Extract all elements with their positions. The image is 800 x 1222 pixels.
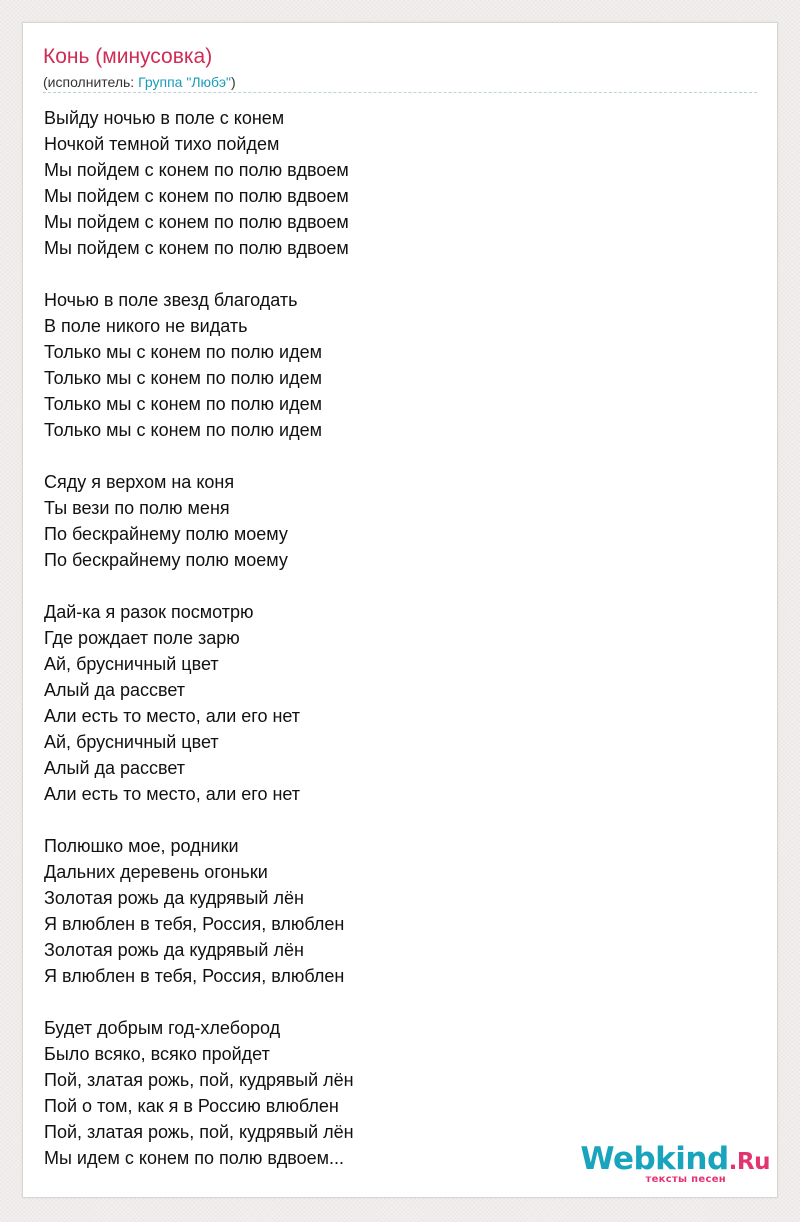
lyric-line: Али есть то место, али его нет (44, 784, 301, 804)
lyric-line: Пой, златая рожь, пой, кудрявый лён (44, 1070, 354, 1090)
lyric-line: Выйду ночью в поле с конем (44, 108, 285, 128)
song-title: Конь (минусовка) (43, 45, 213, 68)
lyric-line: Золотая рожь да кудрявый лён (44, 888, 304, 908)
lyric-line: Мы пойдем с конем по полю вдвоем (44, 238, 349, 258)
stanza-gap (44, 261, 744, 287)
lyric-line: В поле никого не видать (44, 316, 248, 336)
lyric-line: Только мы с конем по полю идем (44, 420, 322, 440)
lyric-line: Только мы с конем по полю идем (44, 368, 322, 388)
lyric-line: Где рождает поле зарю (44, 628, 240, 648)
lyric-line: Полюшко мое, родники (44, 836, 239, 856)
lyric-line: Дальних деревень огоньки (44, 862, 268, 882)
logo-name: Webkind (580, 1141, 729, 1177)
lyric-line: Я влюблен в тебя, Россия, влюблен (44, 966, 345, 986)
performer-suffix: ) (231, 74, 236, 90)
lyric-line: Ночью в поле звезд благодать (44, 290, 298, 310)
lyric-line: Золотая рожь да кудрявый лён (44, 940, 304, 960)
stanza-gap (44, 443, 744, 469)
performer-prefix: (исполнитель: (43, 74, 139, 90)
stanza-gap (44, 807, 744, 833)
lyric-line: Ай, брусничный цвет (44, 732, 219, 752)
logo-tagline: тексты песен (645, 1174, 726, 1185)
lyric-line: Мы пойдем с конем по полю вдвоем (44, 212, 349, 232)
lyric-line: Мы идем с конем по полю вдвоем... (44, 1148, 345, 1168)
stanza-gap (44, 573, 744, 599)
lyrics-text (44, 105, 744, 1171)
lyric-line: Я влюблен в тебя, Россия, влюблен (44, 914, 345, 934)
lyric-line: Пой, златая рожь, пой, кудрявый лён (44, 1122, 354, 1142)
logo-tld: .Ru (728, 1149, 770, 1175)
lyric-line: Будет добрым год-хлебород (44, 1018, 281, 1038)
lyric-line: Мы пойдем с конем по полю вдвоем (44, 160, 349, 180)
lyric-line: Только мы с конем по полю идем (44, 394, 322, 414)
stanza-gap (44, 989, 744, 1015)
lyric-line: Алый да рассвет (44, 758, 186, 778)
webkind-logo[interactable] (570, 1140, 770, 1192)
lyrics-card (22, 22, 778, 1198)
artist-link[interactable]: Группа "Любэ" (138, 74, 231, 90)
lyric-line: Алый да рассвет (44, 680, 186, 700)
lyric-line: Сяду я верхом на коня (44, 472, 235, 492)
lyric-line: По бескрайнему полю моему (44, 550, 288, 570)
divider (43, 92, 757, 93)
lyric-line: По бескрайнему полю моему (44, 524, 288, 544)
lyric-line: Мы пойдем с конем по полю вдвоем (44, 186, 349, 206)
lyric-line: Только мы с конем по полю идем (44, 342, 322, 362)
lyric-line: Дай-ка я разок посмотрю (44, 602, 254, 622)
performer-line (43, 73, 236, 91)
lyric-line: Пой о том, как я в Россию влюблен (44, 1096, 339, 1116)
lyric-line: Ты вези по полю меня (44, 498, 230, 518)
lyric-line: Ночкой темной тихо пойдем (44, 134, 280, 154)
lyric-line: Али есть то место, али его нет (44, 706, 301, 726)
lyric-line: Ай, брусничный цвет (44, 654, 219, 674)
lyric-line: Было всяко, всяко пройдет (44, 1044, 270, 1064)
